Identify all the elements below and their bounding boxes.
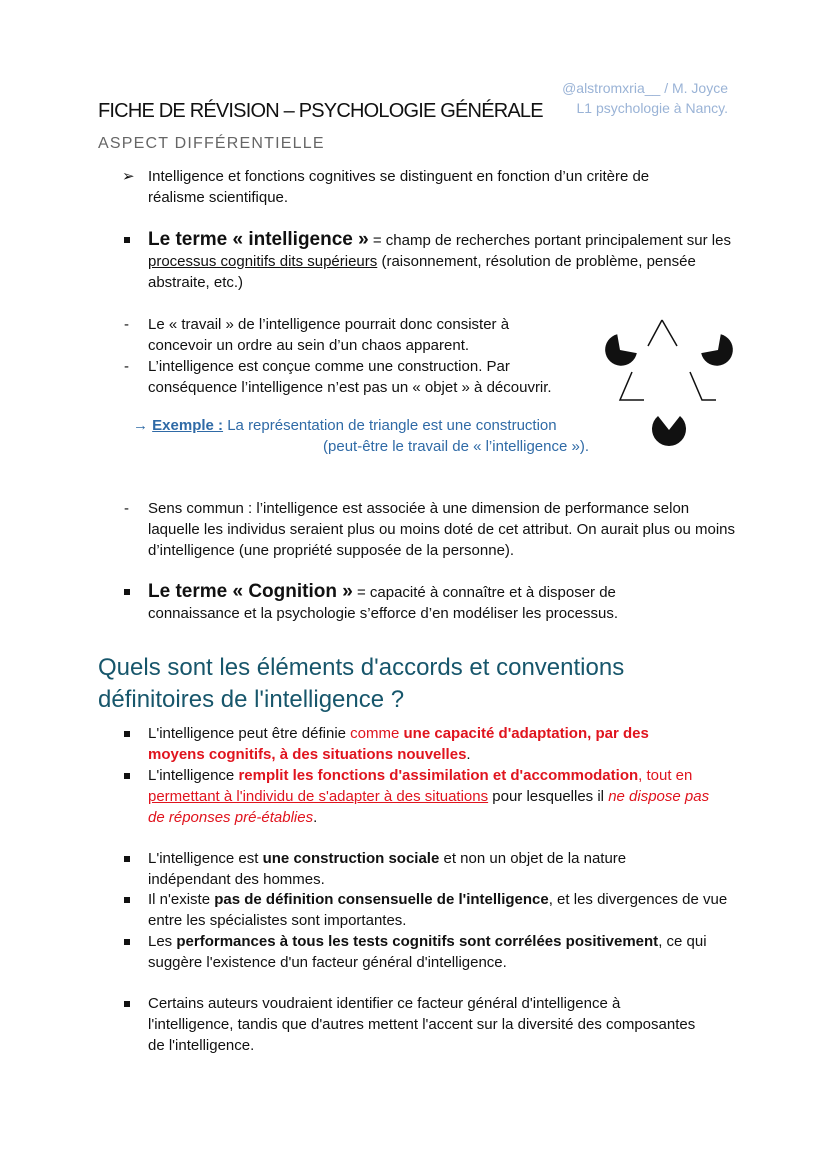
text: et non un objet de la nature indépendant des hommes.	[148, 850, 627, 888]
page-subtitle: ASPECT DIFFÉRENTIELLE	[98, 135, 325, 152]
text: performances à tous les tests cognitifs sont corrélées positivement	[176, 933, 659, 950]
text: , ce qui suggère l'existence d'un facteur général d'intelligence.	[148, 933, 707, 971]
square-bullet-icon	[124, 731, 130, 737]
square-bullet-icon	[124, 773, 130, 779]
list-item	[148, 765, 723, 828]
sens-commun-item	[124, 498, 738, 561]
list-item	[148, 848, 688, 890]
square-bullet-icon	[124, 589, 130, 595]
square-bullet-icon	[124, 237, 130, 243]
dash-text: Le « travail » de l’intelligence pourrait donc consister à concevoir un ordre au sein d’un chaos apparent.	[148, 316, 510, 354]
underlined-text: processus cognitifs dits supérieurs	[148, 253, 378, 270]
arrow-icon: →	[133, 417, 153, 434]
text: = champ de recherches portant principalement sur les	[368, 232, 731, 249]
list-item	[148, 723, 708, 765]
sens-commun-text: Sens commun : l’intelligence est associée à une dimension de performance selon laquelle les individus seraient plus ou moins doté de cet attribut. On aurait plus ou moins d’intelligence (une propriété supposée de la personne).	[148, 500, 735, 559]
text: comme	[350, 725, 404, 742]
course-label: L1 psychologie à Nancy.	[576, 100, 728, 116]
square-bullet-icon	[124, 897, 130, 903]
section-heading: Quels sont les éléments d'accords et conventions définitoires de l'intelligence ?	[98, 654, 625, 713]
square-bullet-icon	[124, 1001, 130, 1007]
text: remplit les fonctions d'assimilation et d'accommodation	[238, 767, 639, 784]
square-bullet-icon	[124, 856, 130, 862]
text: , et les divergences de vue entre les spécialistes sont importantes.	[148, 891, 728, 929]
arrow-bullet-icon: ➢	[122, 168, 135, 185]
intro-text: Intelligence et fonctions cognitives se distinguent en fonction d’un critère de réalisme scientifique.	[148, 168, 650, 206]
text: , tout en	[638, 767, 693, 784]
term-cognition-item	[148, 581, 708, 624]
text: (raisonnement, résolution de problème, pensée abstraite, etc.)	[148, 253, 696, 291]
list-item	[148, 993, 708, 1056]
dash-marker: -	[124, 316, 129, 333]
square-bullet-icon	[124, 939, 130, 945]
text: pour lesquelles il	[488, 788, 609, 805]
example-block	[133, 415, 593, 457]
text: Certains auteurs voudraient identifier ce facteur général d'intelligence à l'intelligence, tandis que d'autres mettent l'accent sur la diversité des composantes de l'intelligence.	[148, 995, 696, 1054]
text: .	[466, 746, 471, 763]
text: Les	[148, 933, 177, 950]
example-text: La représentation de triangle est une construction	[223, 417, 557, 434]
text: permettant à l'individu de s'adapter à des situations	[148, 788, 489, 805]
author-credit: @alstromxria__ / M. Joyce	[562, 80, 728, 96]
text: L'intelligence peut être définie	[148, 725, 351, 742]
text: .	[313, 809, 318, 826]
dash-text: L’intelligence est conçue comme une construction. Par conséquence l’intelligence n’est pas un « objet » à découvrir.	[148, 358, 552, 396]
dash-marker: -	[124, 500, 129, 517]
text: ne dispose pas de réponses pré-établies	[148, 788, 710, 826]
text: L'intelligence	[148, 767, 239, 784]
text: L'intelligence est	[148, 850, 263, 867]
text: une capacité d'adaptation, par des moyens cognitifs, à des situations nouvelles	[148, 725, 649, 763]
dash-item	[124, 356, 588, 398]
example-text: (peut-être le travail de « l’intelligence »).	[323, 438, 589, 455]
term-label: Le terme « Cognition »	[148, 581, 353, 602]
text: = capacité à connaître et à disposer de connaissance et la psychologie s’efforce d’en modéliser les processus.	[148, 584, 618, 622]
text: Il n'existe	[148, 891, 215, 908]
text: une construction sociale	[262, 850, 440, 867]
example-label: Exemple :	[152, 417, 224, 434]
page-title: FICHE DE RÉVISION – PSYCHOLOGIE GÉNÉRALE	[98, 100, 543, 122]
term-label: Le terme « intelligence »	[148, 229, 369, 250]
dash-item	[124, 314, 568, 356]
list-item	[148, 931, 728, 973]
text: pas de définition consensuelle de l'intelligence	[214, 891, 549, 908]
term-intelligence-item	[148, 229, 738, 293]
dash-marker: -	[124, 358, 129, 375]
kanizsa-triangle-illusion	[600, 312, 740, 452]
list-item	[148, 889, 728, 931]
intro-item	[122, 166, 708, 208]
